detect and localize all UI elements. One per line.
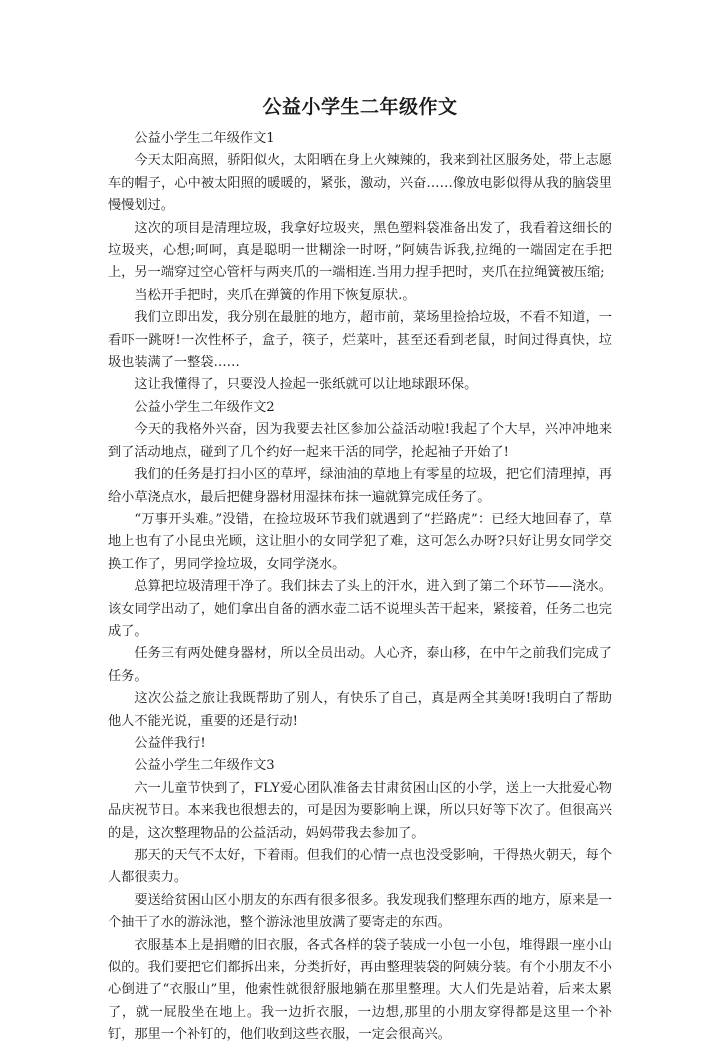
paragraph: 衣服基本上是捐赠的旧衣服，各式各样的袋子装成一小包一小包，堆得跟一座小山似的。我们要把它们都拆出来，分类折好，再由整理装袋的阿姨分装。有个小朋友不小心倒进了“衣服山”里，他索性就很舒服地躺在那里整理。大人们先是站着，后来太累了，就一屁股坐在地上。我一边折衣服，一边想,那里的小朋友穿得都是这里一个补钉，那里一个补钉的，他们收到这些衣服，一定会很高兴。 [108, 937, 612, 1043]
paragraph: 当松开手把时，夹爪在弹簧的作用下恢复原状.。 [134, 287, 416, 303]
paragraph: “万事开头难。”没错，在捡垃圾环节我们就遇到了“拦路虎”：已经大地回春了，草地上也有了小昆虫光顾，这让胆小的女同学犯了难，这可怎么办呀?只好让男女同学交换工作了，男同学捡垃圾，女同学浇水。 [108, 511, 612, 572]
paragraph: 这让我懂得了，只要没人捡起一张纸就可以让地球跟环保。 [134, 377, 478, 393]
paragraph: 那天的天气不太好，下着雨。但我们的心情一点也没受影响，干得热火朝天，每个人都很卖力。 [108, 848, 612, 886]
paragraph: 六一儿童节快到了，FLY爱心团队准备去甘肃贫困山区的小学，送上一大批爱心物品庆祝节日。本来我也很想去的，可是因为要影响上课，所以只好等下次了。但很高兴的是，这次整理物品的公益活动，妈妈带我去参加了。 [108, 780, 612, 841]
document-title: 公益小学生二年级作文 [262, 96, 458, 118]
section-heading-1: 公益小学生二年级作文1 [134, 131, 275, 146]
paragraph: 这次公益之旅让我既帮助了别人，有快乐了自己，真是两全其美呀!我明白了帮助他人不能光说，重要的还是行动! [108, 691, 612, 729]
paragraph: 公益伴我行! [134, 735, 206, 751]
document-page [108, 94, 612, 1047]
paragraph: 总算把垃圾清理干净了。我们抹去了头上的汗水，进入到了第二个环节——浇水。该女同学出动了，她们拿出自备的洒水壶二话不说埋头苦干起来，紧接着，任务二也完成了。 [108, 579, 612, 639]
document-body [108, 128, 612, 1047]
paragraph: 我们立即出发，我分别在最脏的地方，超市前，菜场里捡拾垃圾，不看不知道，一看吓一跳呀!一次性杯子，盒子，筷子，烂菜叶，甚至还看到老鼠，时间过得真快，垃圾也装满了一整袋…… [108, 310, 612, 371]
paragraph: 任务三有两处健身器材，所以全员出动。人心齐，泰山移，在中午之前我们完成了任务。 [108, 646, 612, 684]
paragraph: 今天太阳高照，骄阳似火，太阳晒在身上火辣辣的，我来到社区服务处，带上志愿车的帽子，心中被太阳照的暖暖的，紧张，激动，兴奋……像放电影似得从我的脑袋里慢慢划过。 [108, 153, 612, 214]
section-heading-2: 公益小学生二年级作文2 [134, 399, 275, 415]
paragraph: 今天的我格外兴奋，因为我要去社区参加公益活动啦!我起了个大早，兴冲冲地来到了活动地点，碰到了几个约好一起来干活的同学，抡起袖子开始了! [108, 422, 612, 460]
paragraph: 要送给贫困山区小朋友的东西有很多很多。我发现我们整理东西的地方，原来是一个抽干了水的游泳池，整个游泳池里放满了要寄走的东西。 [108, 892, 612, 931]
paragraph: 这次的项目是清理垃圾，我拿好垃圾夹，黑色塑料袋准备出发了，我看着这细长的垃圾夹，心想;呵呵，真是聪明一世糊涂一时呀，”阿姨告诉我,拉绳的一端固定在手把上，另一端穿过空心管杆与两夹爪的一端相连.当用力捏手把时，夹爪在拉绳簧被压缩; [108, 220, 612, 281]
section-heading-3: 公益小学生二年级作文3 [134, 758, 275, 774]
paragraph: 我们的任务是打扫小区的草坪，绿油油的草地上有零星的垃圾，把它们清理掉，再给小草浇点水，最后把健身器材用湿抹布抹一遍就算完成任务了。 [108, 467, 612, 505]
